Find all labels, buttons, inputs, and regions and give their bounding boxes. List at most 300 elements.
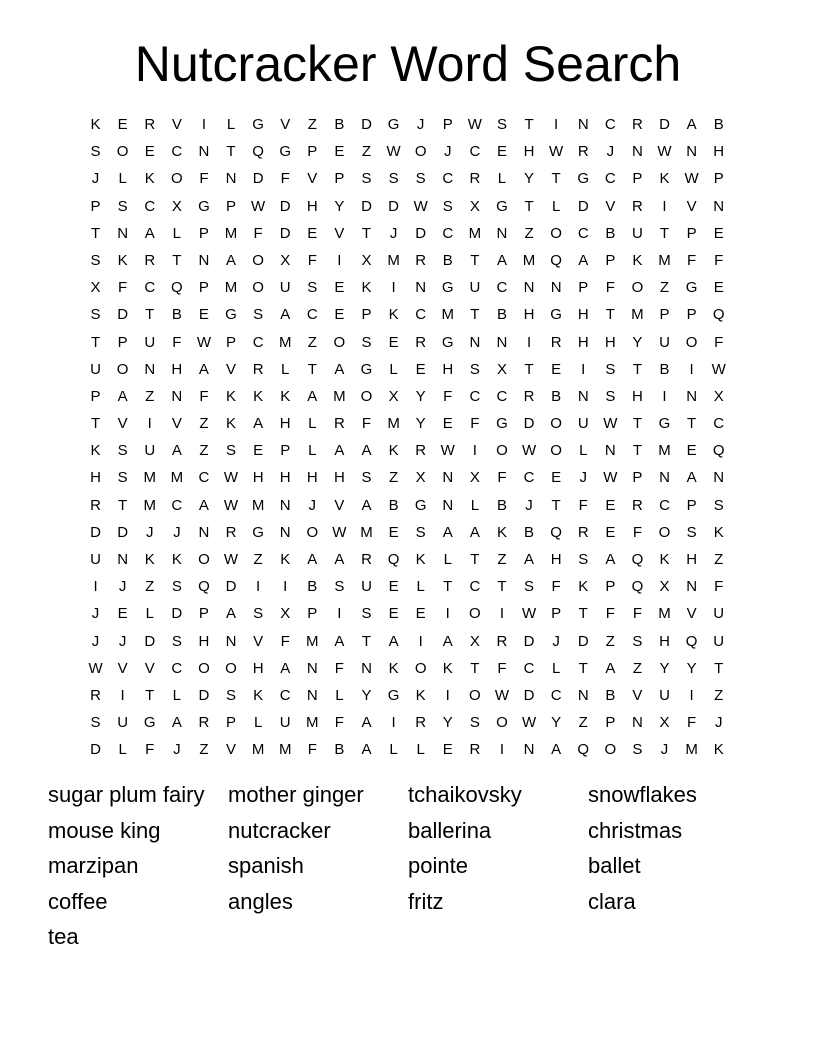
grid-letter: R [198, 714, 210, 732]
grid-letter: S [117, 197, 128, 215]
grid-letter: R [90, 496, 101, 514]
grid-letter: R [469, 170, 481, 188]
grid-letter: K [90, 116, 101, 133]
grid-letter: K [496, 523, 507, 541]
grid-letter: I [554, 116, 559, 133]
grid-letter: B [551, 387, 562, 405]
grid-letter: R [632, 116, 643, 133]
grid-letter: S [90, 143, 101, 161]
grid-letter: K [388, 442, 399, 460]
grid-letter: Y [415, 387, 426, 405]
grid-letter: T [632, 442, 642, 460]
grid-letter: Y [442, 714, 453, 732]
grid-letter: P [605, 578, 616, 596]
grid-letter: N [117, 551, 129, 568]
word-list-item: nutcracker [228, 817, 331, 843]
grid-letter: L [551, 659, 561, 677]
grid-letter: N [523, 741, 535, 759]
grid-letter: F [551, 578, 561, 596]
grid-letter: M [658, 251, 671, 269]
grid-letter: T [145, 306, 155, 324]
grid-row [82, 437, 733, 464]
grid-letter: K [713, 523, 724, 541]
grid-letter: T [605, 306, 615, 324]
grid-letter: N [577, 387, 589, 405]
grid-letter: A [171, 714, 182, 732]
grid-letter: H [550, 551, 562, 568]
grid-letter: J [91, 632, 100, 650]
word-list-item: angles [228, 888, 293, 914]
grid-letter: F [497, 469, 507, 487]
grid-letter: Y [551, 714, 562, 732]
grid-letter: V [171, 415, 182, 433]
grid-letter: P [659, 306, 670, 324]
grid-letter: A [307, 387, 318, 405]
grid-letter: D [117, 306, 129, 324]
grid-letter: V [280, 116, 291, 133]
grid-letter: O [116, 143, 129, 161]
grid-letter: R [577, 143, 589, 161]
grid-letter: S [334, 578, 345, 596]
grid-letter: V [334, 224, 345, 242]
grid-letter: E [253, 442, 264, 460]
grid-letter: L [416, 578, 425, 596]
grid-letter: V [144, 659, 155, 677]
grid-letter: I [472, 442, 477, 460]
grid-letter: T [90, 333, 101, 351]
grid-letter: L [579, 442, 588, 460]
grid-letter: Y [524, 170, 535, 188]
grid-letter: D [523, 686, 535, 704]
grid-letter: N [496, 333, 508, 351]
grid-letter: H [198, 632, 210, 650]
grid-letter: A [442, 523, 453, 541]
grid-letter: L [335, 686, 344, 704]
grid-letter: O [414, 659, 427, 677]
grid-letter: O [604, 741, 617, 759]
grid-letter: T [145, 686, 155, 704]
grid-letter: B [307, 578, 318, 596]
grid-letter: O [306, 523, 319, 541]
grid-letter: I [445, 605, 450, 623]
grid-letter: Z [659, 279, 670, 297]
grid-letter: W [386, 143, 401, 161]
grid-letter: O [225, 659, 237, 677]
grid-letter: P [198, 224, 209, 242]
grid-letter: A [334, 360, 345, 378]
grid-letter: H [306, 197, 318, 215]
grid-letter: A [280, 659, 291, 677]
grid-letter: W [196, 333, 211, 351]
grid-letter: W [711, 360, 726, 378]
grid-letter: L [416, 741, 425, 759]
grid-row [82, 600, 733, 627]
grid-letter: S [171, 632, 182, 650]
grid-letter: U [659, 333, 670, 351]
grid-letter: N [171, 387, 183, 405]
grid-letter: Q [170, 279, 183, 297]
grid-letter: S [90, 714, 101, 732]
grid-row [82, 247, 733, 274]
grid-letter: E [415, 605, 426, 623]
grid-letter: N [306, 686, 318, 704]
grid-letter: U [577, 415, 589, 433]
grid-letter: F [253, 224, 263, 242]
grid-letter: C [713, 415, 725, 433]
grid-letter: E [144, 143, 155, 161]
grid-letter: A [686, 469, 697, 487]
grid-letter: M [631, 306, 644, 324]
grid-letter: K [280, 551, 291, 568]
grid-letter: X [361, 251, 372, 269]
grid-letter: W [521, 605, 537, 623]
grid-letter: R [523, 387, 535, 405]
grid-letter: S [415, 523, 426, 541]
grid-letter: V [686, 605, 697, 623]
grid-letter: M [387, 415, 400, 433]
grid-letter: A [334, 551, 345, 568]
grid-letter: Q [252, 143, 264, 161]
grid-letter: H [713, 143, 725, 161]
grid-letter: P [442, 116, 453, 133]
grid-letter: Z [632, 659, 642, 677]
grid-letter: E [551, 360, 562, 378]
grid-letter: A [605, 659, 616, 677]
grid-letter: O [252, 251, 264, 269]
grid-letter: P [632, 469, 643, 487]
grid-letter: M [468, 224, 482, 242]
grid-letter: S [226, 686, 237, 704]
grid-letter: L [389, 360, 398, 378]
grid-letter: B [496, 306, 507, 324]
grid-letter: C [469, 143, 481, 161]
grid-letter: D [279, 224, 291, 242]
grid-letter: I [689, 686, 694, 704]
grid-letter: J [552, 632, 560, 650]
grid-letter: B [659, 360, 670, 378]
grid-letter: K [442, 659, 453, 677]
grid-letter: A [524, 551, 535, 568]
grid-letter: H [279, 469, 291, 487]
grid-letter: L [172, 686, 181, 704]
grid-letter: G [252, 116, 264, 133]
grid-letter: L [389, 741, 398, 759]
grid-letter: N [523, 279, 535, 297]
grid-letter: D [171, 605, 183, 623]
grid-letter: I [391, 279, 396, 297]
grid-letter: N [198, 143, 210, 161]
grid-letter: Z [307, 333, 317, 351]
grid-letter: T [470, 551, 480, 568]
grid-letter: Y [632, 333, 643, 351]
grid-letter: P [307, 143, 318, 161]
grid-letter: F [145, 741, 155, 759]
grid-letter: B [713, 116, 724, 133]
grid-letter: R [415, 251, 427, 269]
grid-letter: L [118, 741, 127, 759]
grid-letter: I [499, 741, 505, 759]
grid-letter: O [360, 387, 373, 405]
grid-letter: N [442, 469, 454, 487]
grid-letter: U [713, 605, 725, 623]
grid-letter: H [604, 333, 616, 351]
grid-letter: A [198, 496, 209, 514]
grid-letter: S [253, 605, 264, 623]
grid-letter: Z [497, 551, 507, 568]
grid-letter: I [256, 578, 261, 596]
grid-letter: C [171, 496, 183, 514]
grid-letter: E [388, 578, 399, 596]
grid-letter: J [606, 143, 615, 161]
grid-letter: Z [361, 143, 372, 161]
grid-letter: M [251, 496, 265, 514]
grid-letter: L [497, 170, 507, 188]
grid-letter: S [171, 578, 182, 596]
grid-letter: F [199, 387, 209, 405]
grid-letter: G [198, 197, 210, 215]
grid-letter: F [470, 415, 480, 433]
grid-letter: E [442, 415, 453, 433]
grid-letter: D [361, 197, 372, 215]
word-list [48, 778, 768, 956]
grid-letter: R [252, 360, 264, 378]
grid-letter: T [470, 306, 480, 324]
grid-letter: R [361, 551, 372, 568]
grid-letter: X [171, 197, 182, 215]
grid-letter: J [660, 741, 669, 759]
grid-letter: W [440, 442, 455, 460]
grid-letter: Z [524, 224, 534, 242]
grid-letter: N [225, 632, 237, 650]
grid-letter: G [360, 360, 373, 378]
grid-letter: F [687, 251, 697, 269]
grid-letter: X [280, 605, 291, 623]
grid-letter: A [442, 632, 453, 650]
grid-letter: J [91, 170, 100, 188]
grid-letter: D [198, 686, 210, 704]
grid-letter: U [117, 714, 129, 732]
grid-letter: P [90, 197, 101, 215]
grid-letter: G [414, 496, 427, 514]
word-list-item: clara [588, 888, 636, 914]
grid-letter: O [550, 224, 562, 242]
grid-letter: K [90, 442, 101, 460]
grid-letter: P [605, 251, 616, 269]
grid-letter: U [144, 442, 156, 460]
grid-letter: H [252, 659, 264, 677]
grid-letter: C [279, 686, 291, 704]
grid-letter: T [524, 197, 534, 215]
grid-letter: L [308, 415, 317, 433]
grid-letter: S [524, 578, 535, 596]
word-list-item: mother ginger [228, 782, 364, 807]
grid-letter: V [605, 197, 616, 215]
grid-letter: R [415, 442, 427, 460]
grid-letter: H [90, 469, 101, 487]
grid-letter: Z [145, 387, 155, 405]
grid-letter: R [632, 197, 643, 215]
grid-letter: N [415, 279, 427, 297]
grid-letter: Q [387, 551, 400, 568]
grid-letter: Z [199, 442, 209, 460]
grid-letter: C [252, 333, 264, 351]
grid-letter: W [494, 686, 510, 704]
grid-letter: B [605, 686, 616, 704]
grid-letter: G [658, 415, 671, 433]
grid-letter: O [658, 523, 671, 541]
grid-letter: H [577, 333, 589, 351]
grid-letter: D [361, 116, 372, 133]
grid-letter: T [361, 632, 372, 650]
grid-letter: N [469, 333, 481, 351]
grid-letter: W [603, 469, 618, 487]
grid-letter: N [279, 523, 291, 541]
grid-letter: W [332, 523, 347, 541]
grid-letter: O [469, 686, 481, 704]
grid-letter: N [604, 442, 616, 460]
grid-letter: F [307, 741, 317, 759]
grid-letter: T [632, 360, 642, 378]
grid-letter: N [550, 279, 562, 297]
grid-letter: P [605, 714, 616, 732]
grid-letter: M [658, 442, 671, 460]
grid-letter: H [523, 143, 535, 161]
grid-letter: L [253, 714, 263, 732]
grid-row [82, 138, 733, 165]
grid-letter: N [713, 469, 725, 487]
grid-letter: Y [686, 659, 697, 677]
word-list-item: sugar plum fairy [48, 782, 205, 807]
grid-letter: P [226, 197, 237, 215]
grid-letter: A [280, 306, 291, 324]
grid-letter: I [445, 686, 450, 704]
grid-letter: C [442, 224, 454, 242]
grid-letter: R [144, 116, 156, 133]
grid-letter: W [657, 143, 672, 161]
word-list-item: christmas [588, 817, 683, 843]
grid-letter: K [659, 170, 670, 188]
grid-letter: N [279, 496, 291, 514]
grid-row [82, 546, 733, 573]
grid-letter: V [307, 170, 318, 188]
grid-letter: S [469, 360, 480, 378]
grid-letter: R [415, 333, 427, 351]
grid-letter: R [469, 741, 481, 759]
grid-letter: G [441, 279, 454, 297]
grid-letter: G [225, 306, 237, 324]
grid-letter: E [713, 224, 724, 242]
grid-letter: Z [714, 686, 724, 704]
grid-letter: P [578, 279, 589, 297]
grid-letter: L [281, 360, 290, 378]
grid-letter: U [713, 632, 725, 650]
grid-letter: H [333, 469, 345, 487]
grid-letter: Q [631, 551, 644, 568]
grid-letter: E [334, 279, 345, 297]
grid-letter: K [415, 551, 426, 568]
word-list-item: tea [48, 924, 79, 950]
grid-letter: M [170, 469, 184, 487]
grid-letter: B [334, 116, 345, 133]
grid-letter: P [713, 170, 724, 188]
grid-letter: U [469, 279, 481, 297]
page-title: Nutcracker Word Search [134, 36, 682, 92]
word-list-item: ballet [588, 853, 641, 879]
grid-letter: C [604, 116, 616, 133]
grid-letter: I [689, 360, 694, 378]
grid-letter: T [524, 360, 534, 378]
grid-letter: S [117, 469, 128, 487]
grid-letter: T [172, 251, 182, 269]
grid-letter: S [713, 496, 724, 514]
grid-letter: E [307, 224, 318, 242]
grid-letter: F [578, 496, 588, 514]
grid-letter: Q [198, 578, 210, 596]
grid-letter: D [117, 523, 129, 541]
word-list-item: ballerina [408, 817, 492, 843]
grid-row [82, 165, 733, 192]
grid-letter: C [144, 279, 156, 297]
grid-letter: E [388, 605, 399, 623]
grid-letter: Z [605, 632, 615, 650]
grid-row [82, 736, 733, 763]
grid-letter: K [171, 551, 182, 568]
grid-letter: C [577, 224, 589, 242]
grid-letter: F [199, 170, 209, 188]
grid-letter: K [144, 551, 155, 568]
grid-letter: R [144, 251, 156, 269]
grid-letter: Y [361, 686, 372, 704]
grid-letter: A [198, 360, 209, 378]
grid-letter: J [173, 523, 181, 541]
grid-letter: D [659, 116, 670, 133]
grid-letter: M [251, 741, 265, 759]
grid-letter: Q [631, 578, 644, 596]
grid-letter: W [251, 197, 266, 215]
grid-letter: K [713, 741, 724, 759]
grid-letter: M [143, 469, 156, 487]
grid-letter: T [524, 116, 534, 133]
grid-letter: I [93, 578, 98, 596]
grid-letter: N [659, 469, 670, 487]
grid-letter: S [605, 360, 616, 378]
grid-letter: M [143, 496, 156, 514]
grid-letter: O [116, 360, 129, 378]
grid-letter: S [388, 170, 399, 188]
grid-letter: I [337, 605, 342, 623]
grid-letter: U [361, 578, 372, 596]
grid-letter: C [442, 170, 454, 188]
grid-letter: S [307, 279, 318, 297]
grid-letter: P [361, 306, 372, 324]
grid-letter: X [280, 251, 291, 269]
word-list-item: tchaikovsky [408, 782, 522, 807]
grid-letter: X [415, 469, 426, 487]
grid-letter: U [90, 551, 101, 568]
grid-letter: E [496, 143, 507, 161]
grid-letter: A [226, 605, 237, 623]
grid-letter: S [496, 116, 507, 133]
grid-letter: X [388, 387, 399, 405]
grid-letter: F [714, 578, 724, 596]
grid-row [82, 628, 733, 655]
grid-letter: F [443, 387, 453, 405]
grid-letter: K [280, 387, 291, 405]
grid-letter: U [279, 714, 291, 732]
grid-row [82, 111, 733, 138]
grid-letter: T [659, 224, 670, 242]
grid-letter: F [497, 659, 507, 677]
